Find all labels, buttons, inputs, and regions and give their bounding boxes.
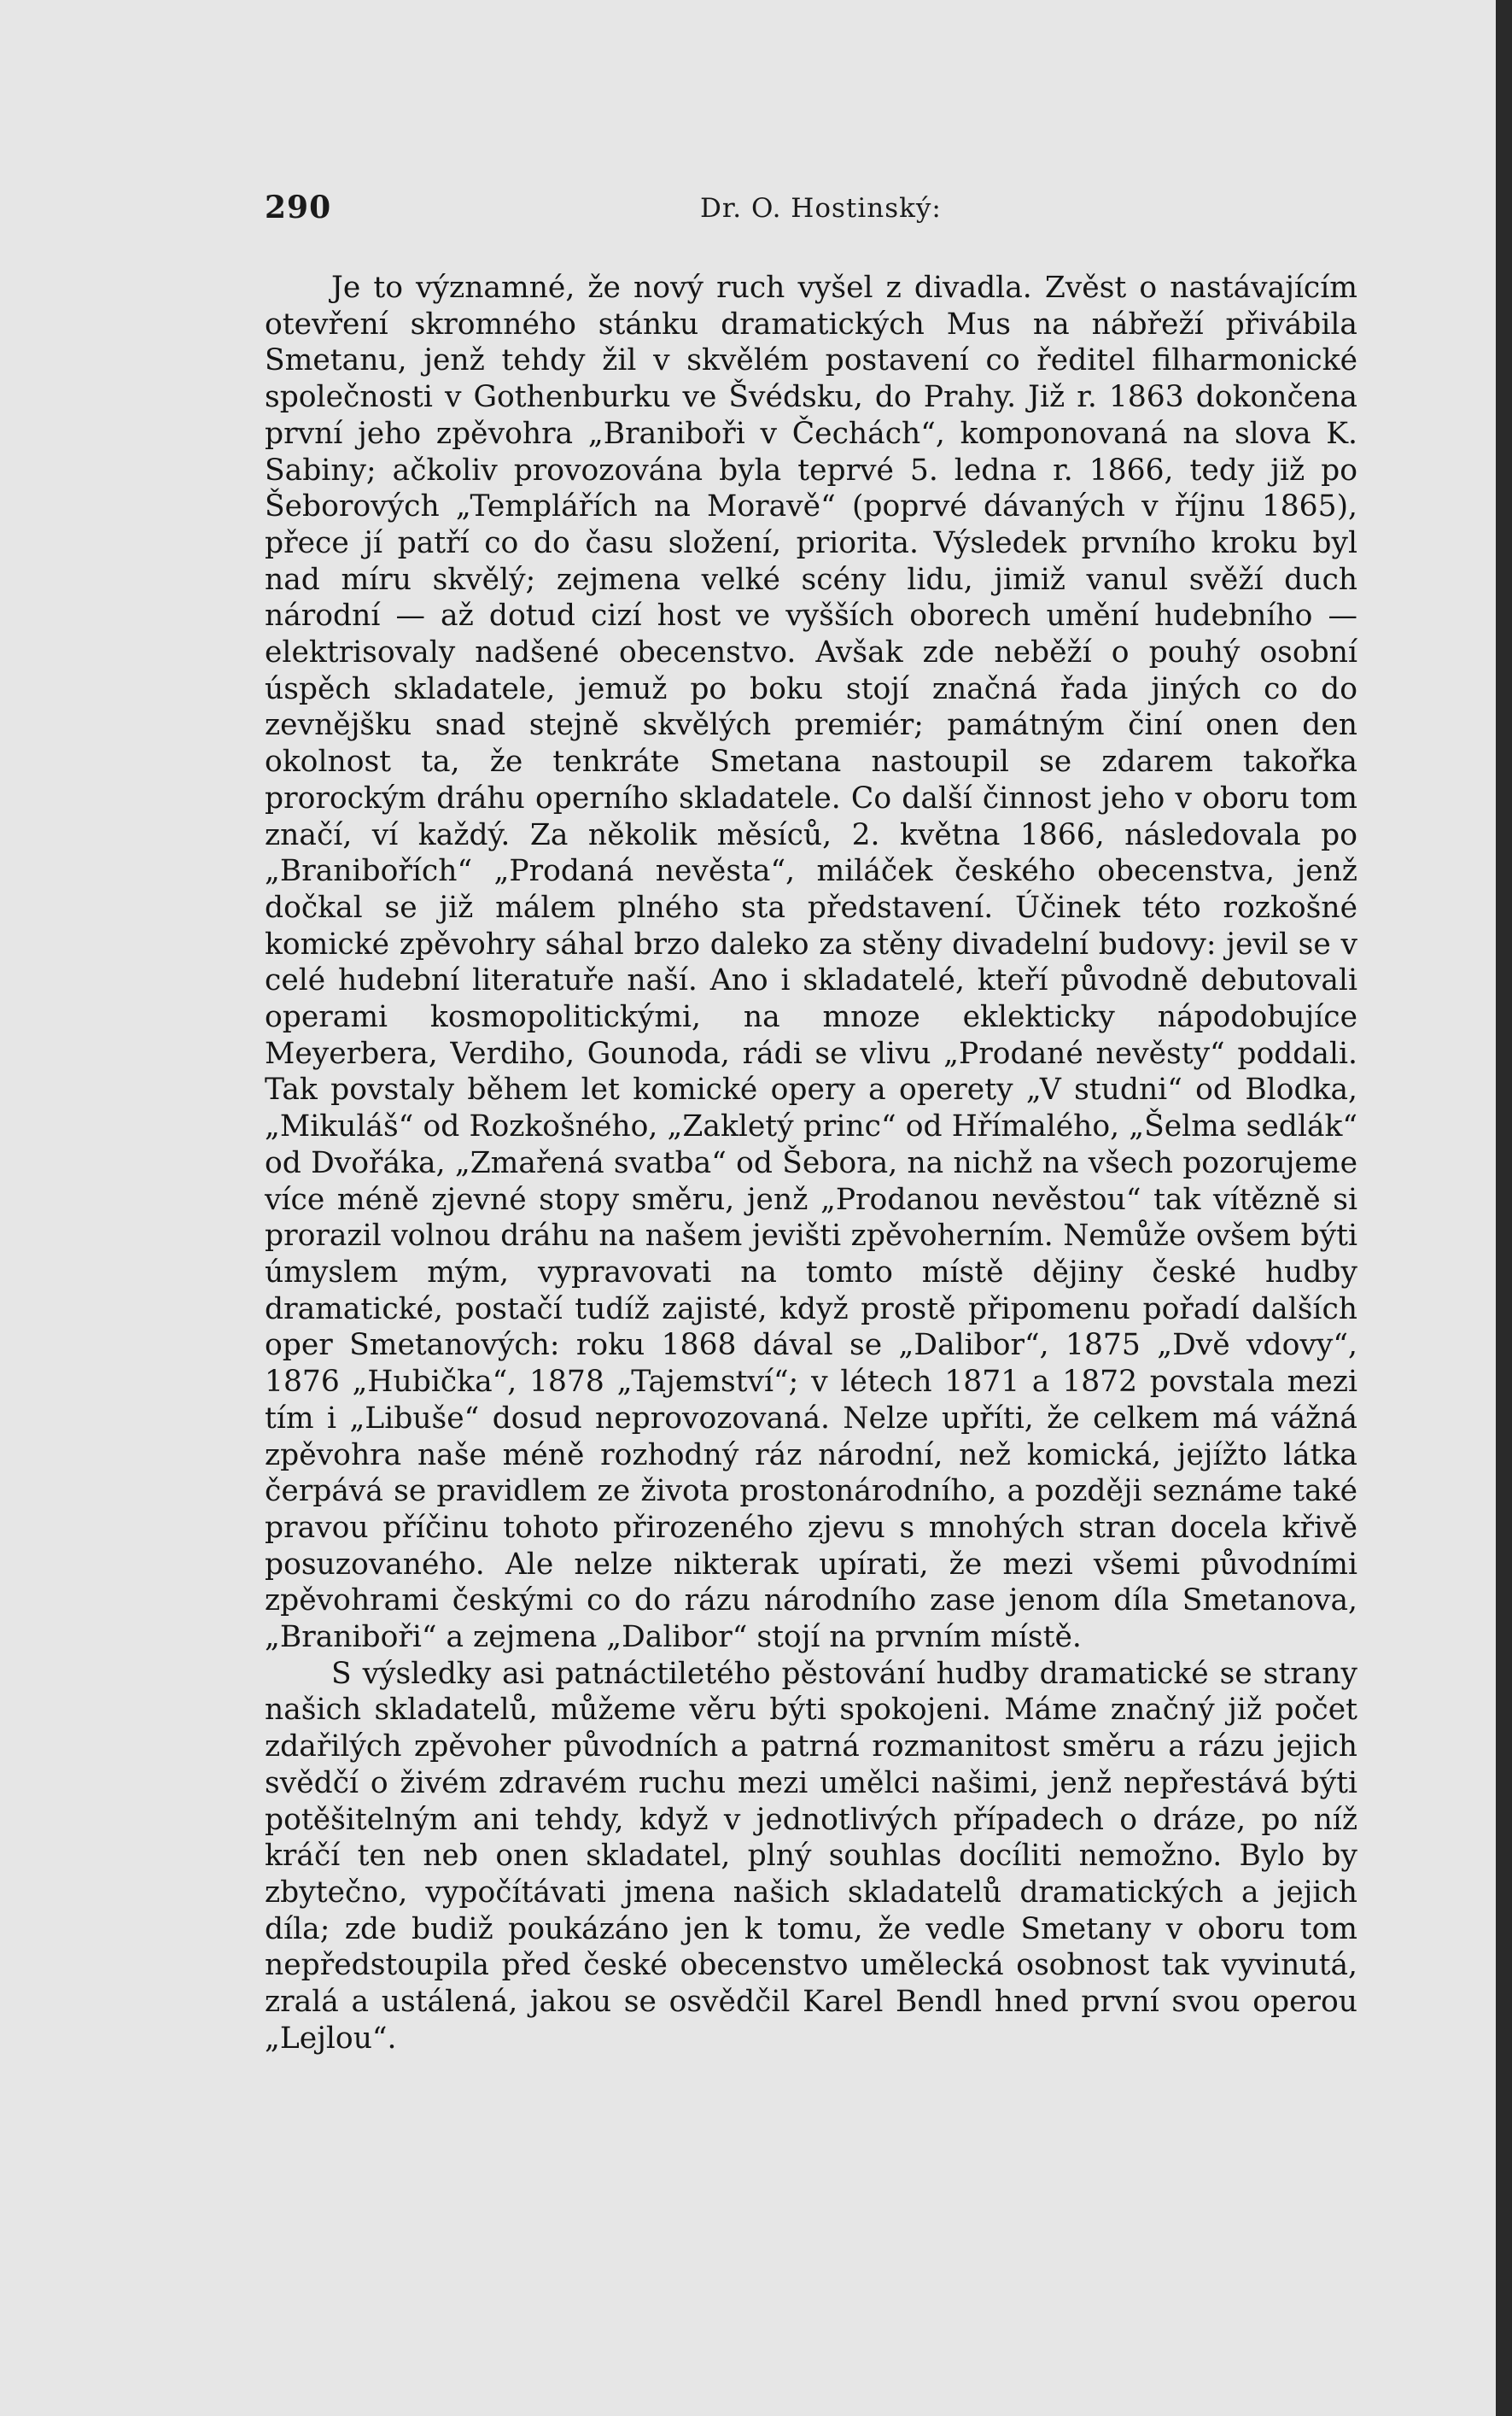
page-header: [265, 190, 1357, 237]
paragraph-1: Je to významné, že nový ruch vyšel z divadla. Zvěst o nastávajícím otevření skromného stánku dramatických Mus na nábřeží přivábila Smetanu, jenž tehdy žil v skvělém postavení co ředitel filharmonické společnosti v Gothenburku ve Švédsku, do Prahy. Již r. 1863 dokončena první jeho zpěvohra „Braniboři v Čechách“, komponovaná na slova K. Sabiny; ačkoliv provozována byla teprvé 5. ledna r. 1866, tedy již po Šeborových „Templářích na Moravě“ (poprvé dávaných v říjnu 1865), přece jí patří co do času složení, priorita. Výsledek prvního kroku byl nad míru skvělý; zejmena velké scény lidu, jimiž vanul svěží duch národní — až dotud cizí host ve vyšších oborech umění hudebního — elektrisovaly nadšené obecenstvo. Avšak zde neběží o pouhý osobní úspěch skladatele, jemuž po boku stojí značná řada jiných co do zevnějšku snad stejně skvělých premiér; památným činí onen den okolnost ta, že tenkráte Smetana nastoupil se zdarem takořka prorockým dráhu operního skladatele. Co další činnost jeho v oboru tom značí, ví každý. Za několik měsíců, 2. května 1866, následovala po „Branibořích“ „Prodaná nevěsta“, miláček českého obecenstva, jenž dočkal se již málem plného sta představení. Účinek této rozkošné komické zpěvohry sáhal brzo daleko za stěny divadelní budovy: jevil se v celé hudební literatuře naší. Ano i skladatelé, kteří původně debutovali operami kosmopolitickými, na mnoze eklekticky nápodobujíce Meyerbera, Verdiho, Gounoda, rádi se vlivu „Prodané nevěsty“ poddali. Tak povstaly během let komické opery a operety „V studni“ od Blodka, „Mikuláš“ od Rozkošného, „Zakletý princ“ od Hřímalého, „Šelma sedlák“ od Dvořáka, „Zmařená svatba“ od Šebora, na nichž na všech pozorujeme více méně zjevné stopy směru, jenž „Prodanou nevěstou“ tak vítězně si prorazil volnou dráhu na našem jevišti zpěvoherním. Nemůže ovšem býti úmyslem mým, vypravovati na tomto místě dějiny české hudby dramatické, postačí tudíž zajisté, když prostě připomenu pořadí dalších oper Smetanových: roku 1868 dával se „Dalibor“, 1875 „Dvě vdovy“, 1876 „Hubička“, 1878 „Tajemství“; v létech 1871 a 1872 povstala mezi tím i „Libuše“ dosud neprovozovaná. Nelze upříti, že celkem má vážná zpěvohra naše méně rozhodný ráz národní, než komická, jejížto látka čerpává se pravidlem ze života prostonárodního, a později seznáme také pravou příčinu tohoto přirozeného zjevu s mnohých stran docela křivě posuzovaného. Ale nelze nikterak upírati, že mezi všemi původními zpěvohrami českými co do rázu národního zase jenom díla Smetanova, „Braniboři“ a zejmena „Dalibor“ stojí na prvním místě.: [265, 271, 1357, 1655]
paragraph-2: S výsledky asi patnáctiletého pěstování hudby dramatické se strany našich skladatelů, můžeme věru býti spokojeni. Máme značný již počet zdařilých zpěvoher původních a patrná rozmanitost směru a rázu jejich svědčí o živém zdravém ruchu mezi umělci našimi, jenž nepřestává býti potěšitelným ani tehdy, když v jednotlivých případech o dráze, po níž kráčí ten neb onen skladatel, plný souhlas docíliti nemožno. Bylo by zbytečno, vypočítávati jmena našich skladatelů dramatických a jejich díla; zde budiž poukázáno jen k tomu, že vedle Smetany v oboru tom nepředstoupila před české obecenstvo umělecká osobnost tak vyvinutá, zralá a ustálená, jakou se osvědčil Karel Bendl hned první svou operou „Lejlou“.: [265, 1656, 1357, 2056]
page-number: 290: [265, 190, 332, 225]
scan-edge: [1496, 0, 1512, 2416]
running-head: Dr. O. Hostinský:: [700, 193, 942, 224]
body-text: [265, 270, 1357, 2056]
